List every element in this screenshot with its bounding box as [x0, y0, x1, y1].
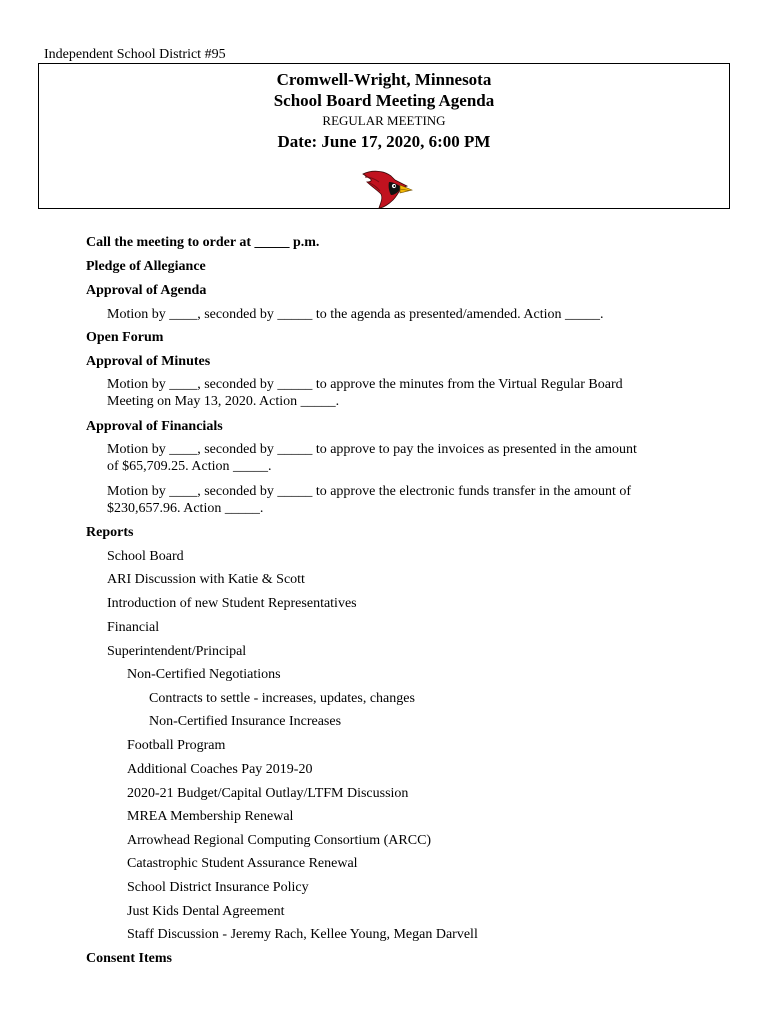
item-text: Additional Coaches Pay 2019-20 — [127, 762, 313, 777]
district-name: Independent School District #95 — [44, 47, 226, 62]
header-box — [38, 63, 730, 209]
item-text: Introduction of new Student Representatives — [107, 596, 357, 611]
item-text: Superintendent/Principal — [107, 644, 247, 659]
cardinal-logo-icon — [361, 168, 413, 210]
item-text: Approval of Agenda — [86, 283, 207, 298]
item-text: Motion by ____, seconded by _____ to approve the electronic funds transfer in the amount of — [107, 484, 632, 499]
item-text: Motion by ____, seconded by _____ to the agenda as presented/amended. Action _____. — [107, 307, 604, 322]
item-text: Call the meeting to order at _____ p.m. — [86, 235, 320, 250]
item-text: Approval of Financials — [86, 419, 223, 434]
meeting-date: Date: June 17, 2020, 6:00 PM — [277, 132, 491, 151]
item-text: Arrowhead Regional Computing Consortium (ARCC) — [127, 833, 432, 848]
item-text-continued: $230,657.96. Action _____. — [107, 501, 264, 516]
item-text-continued: of $65,709.25. Action _____. — [107, 459, 272, 474]
item-text: Catastrophic Student Assurance Renewal — [127, 856, 358, 871]
item-text: ARI Discussion with Katie & Scott — [107, 572, 305, 587]
item-text: Staff Discussion - Jeremy Rach, Kellee Young, Megan Darvell — [127, 927, 478, 942]
item-text: MREA Membership Renewal — [127, 809, 294, 824]
item-text: Open Forum — [86, 330, 164, 345]
item-text: Reports — [86, 525, 134, 540]
item-text: Motion by ____, seconded by _____ to approve the minutes from the Virtual Regular Board — [107, 377, 623, 392]
item-text: Non-Certified Negotiations — [127, 667, 281, 682]
item-text: School Board — [107, 549, 184, 564]
item-text: Just Kids Dental Agreement — [127, 904, 285, 919]
item-text: Approval of Minutes — [86, 354, 211, 369]
city-title: Cromwell-Wright, Minnesota — [276, 70, 492, 89]
item-text-continued: Meeting on May 13, 2020. Action _____. — [107, 394, 340, 409]
item-text: School District Insurance Policy — [127, 880, 309, 895]
item-text: 2020-21 Budget/Capital Outlay/LTFM Discussion — [127, 786, 409, 801]
item-text: Consent Items — [86, 951, 172, 966]
item-text: Non-Certified Insurance Increases — [149, 714, 342, 729]
item-text: Contracts to settle - increases, updates, changes — [149, 691, 415, 706]
agenda-title: School Board Meeting Agenda — [273, 91, 495, 110]
item-text: Motion by ____, seconded by _____ to approve to pay the invoices as presented in the amount — [107, 442, 637, 457]
item-text: Pledge of Allegiance — [86, 259, 206, 274]
item-text: Football Program — [127, 738, 226, 753]
item-text: Financial — [107, 620, 160, 635]
meeting-type: REGULAR MEETING — [322, 113, 446, 128]
